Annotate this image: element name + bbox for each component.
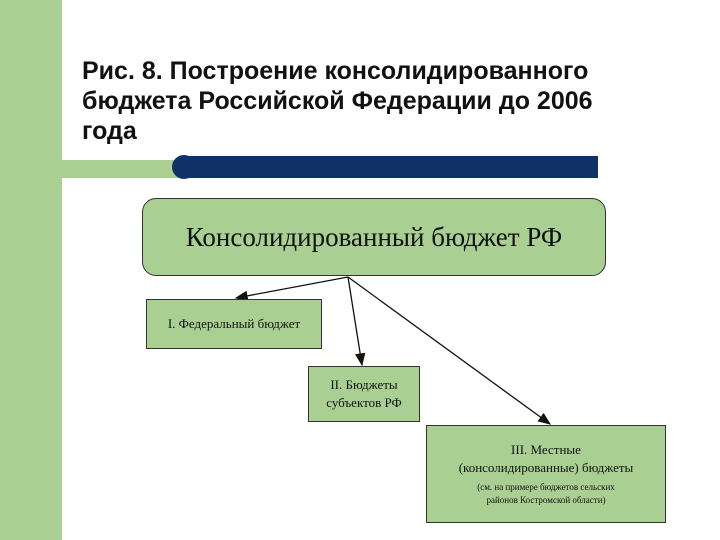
local-budget-box	[426, 425, 666, 523]
subjects-label-line-1: II. Бюджеты	[330, 377, 398, 392]
title-line-1: Рис. 8. Построение консолидированного	[82, 57, 589, 85]
consolidated-budget-label: Консолидированный бюджет РФ	[185, 221, 563, 252]
arrow-to-federal	[236, 277, 348, 298]
local-budget-note	[477, 481, 615, 507]
subjects-label-line-2: субъектов РФ	[326, 395, 402, 410]
note-line-2: районов Костромской области)	[486, 495, 606, 505]
title-line-3: года	[82, 117, 137, 145]
federal-budget-box	[146, 299, 322, 349]
title-line-2: бюджета Российской Федерации до 2006	[82, 87, 593, 115]
arrow-to-subjects	[348, 277, 362, 365]
consolidated-budget-box	[142, 198, 606, 276]
note-line-1: (см. на примере бюджетов сельских	[477, 482, 615, 492]
federal-budget-label: I. Федеральный бюджет	[167, 316, 301, 331]
local-label-line-1: III. Местные	[511, 442, 581, 457]
subjects-budget-box	[308, 366, 420, 422]
local-label-line-2: (консолидированные) бюджеты	[458, 460, 634, 475]
